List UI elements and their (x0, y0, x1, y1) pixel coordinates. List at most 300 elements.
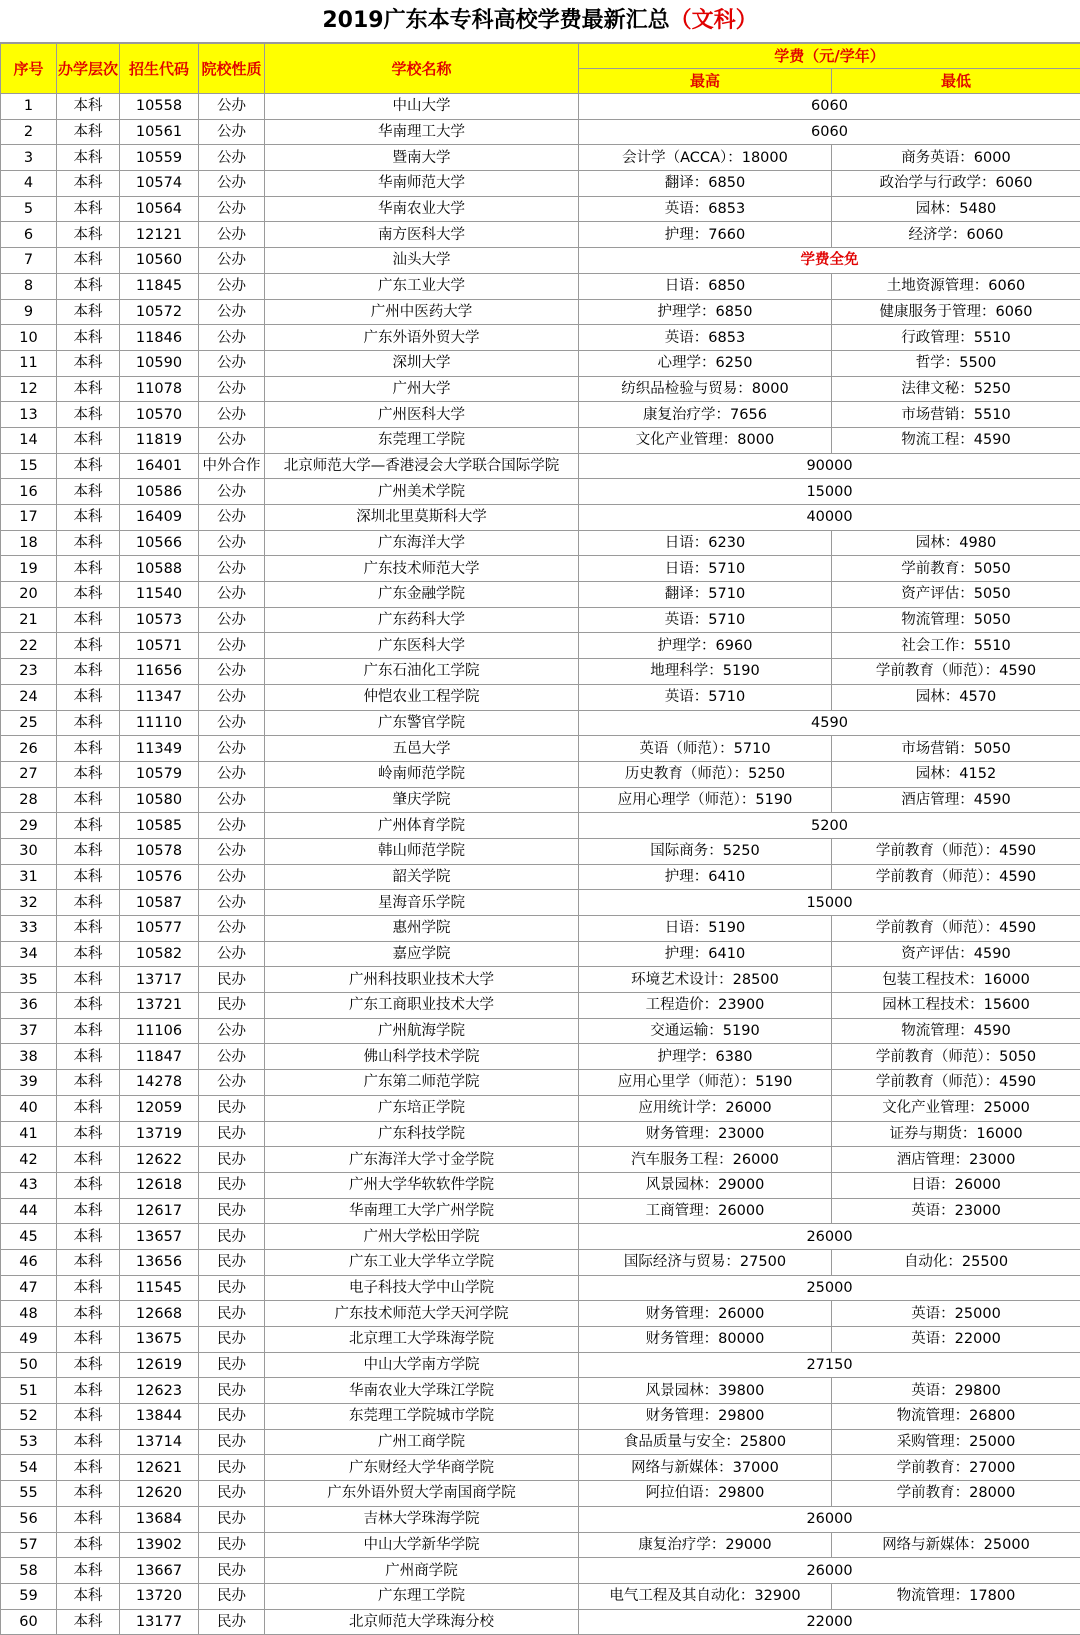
cell-level: 本科 (57, 479, 120, 505)
table-row (1, 1198, 1080, 1224)
cell-level: 本科 (57, 1275, 120, 1301)
table-row (1, 376, 1080, 402)
cell-seq: 42 (1, 1147, 57, 1173)
cell-nature: 民办 (199, 1224, 265, 1250)
cell-nature: 民办 (199, 993, 265, 1019)
cell-code: 10590 (120, 350, 199, 376)
cell-fee-low: 英语：25000 (832, 1301, 1080, 1327)
cell-fee-low: 园林：4980 (832, 530, 1080, 556)
cell-fee-uniform: 15000 (579, 890, 1080, 916)
cell-fee-high: 英语：6853 (579, 325, 832, 351)
cell-seq: 50 (1, 1352, 57, 1378)
cell-code: 10560 (120, 248, 199, 274)
cell-fee-low: 英语：22000 (832, 1327, 1080, 1353)
cell-school-name: 广东药科大学 (265, 607, 579, 633)
cell-school-name: 华南师范大学 (265, 171, 579, 197)
cell-code: 10573 (120, 607, 199, 633)
cell-fee-high: 网络与新媒体：37000 (579, 1455, 832, 1481)
table-row (1, 838, 1080, 864)
table-row (1, 479, 1080, 505)
cell-code: 11540 (120, 582, 199, 608)
cell-school-name: 广州大学 (265, 376, 579, 402)
cell-fee-low: 物流管理：5050 (832, 607, 1080, 633)
cell-level: 本科 (57, 633, 120, 659)
cell-level: 本科 (57, 1378, 120, 1404)
cell-seq: 28 (1, 787, 57, 813)
cell-school-name: 嘉应学院 (265, 941, 579, 967)
table-row (1, 1352, 1080, 1378)
cell-seq: 21 (1, 607, 57, 633)
cell-nature: 公办 (199, 556, 265, 582)
cell-level: 本科 (57, 1095, 120, 1121)
cell-school-name: 广东培正学院 (265, 1095, 579, 1121)
cell-nature: 公办 (199, 736, 265, 762)
table-row (1, 248, 1080, 274)
cell-seq: 23 (1, 659, 57, 685)
cell-seq: 27 (1, 761, 57, 787)
cell-code: 10559 (120, 145, 199, 171)
table-row (1, 1224, 1080, 1250)
table-row (1, 273, 1080, 299)
cell-school-name: 华南理工大学广州学院 (265, 1198, 579, 1224)
cell-fee-uniform: 6060 (579, 119, 1080, 145)
cell-fee-high: 环境艺术设计：28500 (579, 967, 832, 993)
cell-level: 本科 (57, 1121, 120, 1147)
title-main: 2019广东本专科高校学费最新汇总 (322, 8, 669, 33)
cell-fee-high: 翻译：5710 (579, 582, 832, 608)
cell-fee-high: 英语：5710 (579, 684, 832, 710)
cell-nature: 公办 (199, 119, 265, 145)
cell-fee-high: 心理学：6250 (579, 350, 832, 376)
table-row (1, 1481, 1080, 1507)
cell-fee-high: 日语：6850 (579, 273, 832, 299)
cell-level: 本科 (57, 196, 120, 222)
cell-nature: 民办 (199, 1095, 265, 1121)
cell-code: 14278 (120, 1070, 199, 1096)
cell-nature: 公办 (199, 916, 265, 942)
cell-code: 13684 (120, 1506, 199, 1532)
cell-seq: 10 (1, 325, 57, 351)
cell-level: 本科 (57, 838, 120, 864)
cell-school-name: 广州大学华软软件学院 (265, 1172, 579, 1198)
cell-level: 本科 (57, 941, 120, 967)
cell-code: 10571 (120, 633, 199, 659)
cell-level: 本科 (57, 1455, 120, 1481)
cell-seq: 3 (1, 145, 57, 171)
title-suffix: （文科） (670, 8, 758, 33)
table-row (1, 453, 1080, 479)
cell-fee-low: 法律文秘：5250 (832, 376, 1080, 402)
cell-fee-high: 护理：6410 (579, 864, 832, 890)
cell-nature: 民办 (199, 1532, 265, 1558)
cell-fee-low: 市场营销：5050 (832, 736, 1080, 762)
cell-level: 本科 (57, 813, 120, 839)
cell-code: 11545 (120, 1275, 199, 1301)
cell-level: 本科 (57, 607, 120, 633)
cell-fee-low: 学前教育：27000 (832, 1455, 1080, 1481)
cell-fee-low: 哲学：5500 (832, 350, 1080, 376)
cell-seq: 24 (1, 684, 57, 710)
cell-fee-low: 行政管理：5510 (832, 325, 1080, 351)
cell-nature: 公办 (199, 1070, 265, 1096)
cell-nature: 公办 (199, 248, 265, 274)
cell-fee-uniform: 40000 (579, 505, 1080, 531)
table-row (1, 1404, 1080, 1430)
cell-fee-high: 阿拉伯语：29800 (579, 1481, 832, 1507)
cell-code: 13717 (120, 967, 199, 993)
cell-level: 本科 (57, 1018, 120, 1044)
cell-seq: 6 (1, 222, 57, 248)
cell-seq: 1 (1, 94, 57, 120)
cell-level: 本科 (57, 1224, 120, 1250)
cell-seq: 54 (1, 1455, 57, 1481)
cell-seq: 13 (1, 402, 57, 428)
cell-nature: 公办 (199, 787, 265, 813)
table-row (1, 427, 1080, 453)
cell-school-name: 广东财经大学华商学院 (265, 1455, 579, 1481)
cell-fee-low: 文化产业管理：25000 (832, 1095, 1080, 1121)
table-row (1, 993, 1080, 1019)
cell-fee-low: 学前教育：5050 (832, 556, 1080, 582)
cell-school-name: 广州大学松田学院 (265, 1224, 579, 1250)
table-row (1, 1327, 1080, 1353)
cell-school-name: 广州医科大学 (265, 402, 579, 428)
cell-nature: 公办 (199, 222, 265, 248)
cell-code: 10578 (120, 838, 199, 864)
cell-code: 12059 (120, 1095, 199, 1121)
table-row (1, 582, 1080, 608)
cell-nature: 民办 (199, 1352, 265, 1378)
cell-nature: 民办 (199, 1301, 265, 1327)
cell-level: 本科 (57, 1532, 120, 1558)
cell-school-name: 北京师范大学—香港浸会大学联合国际学院 (265, 453, 579, 479)
cell-school-name: 岭南师范学院 (265, 761, 579, 787)
table-row (1, 1121, 1080, 1147)
cell-fee-low: 市场营销：5510 (832, 402, 1080, 428)
cell-fee-high: 护理学：6380 (579, 1044, 832, 1070)
cell-nature: 公办 (199, 505, 265, 531)
cell-nature: 民办 (199, 1275, 265, 1301)
cell-nature: 民办 (199, 1327, 265, 1353)
cell-level: 本科 (57, 94, 120, 120)
cell-seq: 20 (1, 582, 57, 608)
cell-seq: 55 (1, 1481, 57, 1507)
cell-nature: 中外合作 (199, 453, 265, 479)
cell-code: 10566 (120, 530, 199, 556)
cell-seq: 45 (1, 1224, 57, 1250)
cell-fee-high: 康复治疗学：7656 (579, 402, 832, 428)
cell-seq: 35 (1, 967, 57, 993)
cell-code: 11110 (120, 710, 199, 736)
cell-nature: 公办 (199, 941, 265, 967)
cell-code: 13719 (120, 1121, 199, 1147)
cell-seq: 18 (1, 530, 57, 556)
cell-seq: 56 (1, 1506, 57, 1532)
cell-school-name: 中山大学南方学院 (265, 1352, 579, 1378)
table-row (1, 402, 1080, 428)
cell-seq: 16 (1, 479, 57, 505)
cell-nature: 公办 (199, 350, 265, 376)
cell-code: 11846 (120, 325, 199, 351)
cell-fee-low: 资产评估：4590 (832, 941, 1080, 967)
cell-nature: 公办 (199, 94, 265, 120)
cell-seq: 36 (1, 993, 57, 1019)
cell-fee-high: 日语：5190 (579, 916, 832, 942)
cell-fee-free: 学费全免 (579, 248, 1080, 274)
cell-level: 本科 (57, 993, 120, 1019)
cell-nature: 公办 (199, 479, 265, 505)
table-row (1, 607, 1080, 633)
table-row (1, 1044, 1080, 1070)
cell-school-name: 广东警官学院 (265, 710, 579, 736)
cell-level: 本科 (57, 1172, 120, 1198)
cell-code: 10572 (120, 299, 199, 325)
cell-level: 本科 (57, 1070, 120, 1096)
cell-level: 本科 (57, 864, 120, 890)
sheet-title (0, 0, 1080, 43)
cell-code: 12622 (120, 1147, 199, 1173)
cell-seq: 4 (1, 171, 57, 197)
cell-code: 11656 (120, 659, 199, 685)
cell-code: 12121 (120, 222, 199, 248)
cell-fee-low: 物流工程：4590 (832, 427, 1080, 453)
cell-school-name: 东莞理工学院城市学院 (265, 1404, 579, 1430)
cell-seq: 29 (1, 813, 57, 839)
cell-nature: 公办 (199, 376, 265, 402)
cell-school-name: 广东外语外贸大学 (265, 325, 579, 351)
cell-seq: 7 (1, 248, 57, 274)
cell-nature: 公办 (199, 838, 265, 864)
cell-school-name: 广州中医药大学 (265, 299, 579, 325)
cell-fee-high: 翻译：6850 (579, 171, 832, 197)
cell-code: 12617 (120, 1198, 199, 1224)
cell-fee-high: 文化产业管理：8000 (579, 427, 832, 453)
cell-level: 本科 (57, 1198, 120, 1224)
cell-nature: 民办 (199, 1609, 265, 1635)
cell-nature: 民办 (199, 967, 265, 993)
cell-level: 本科 (57, 684, 120, 710)
cell-school-name: 广东第二师范学院 (265, 1070, 579, 1096)
cell-level: 本科 (57, 659, 120, 685)
cell-code: 13177 (120, 1609, 199, 1635)
cell-school-name: 广州美术学院 (265, 479, 579, 505)
cell-code: 12618 (120, 1172, 199, 1198)
cell-fee-low: 物流管理：17800 (832, 1583, 1080, 1609)
table-row (1, 1532, 1080, 1558)
cell-school-name: 惠州学院 (265, 916, 579, 942)
cell-school-name: 东莞理工学院 (265, 427, 579, 453)
cell-fee-high: 康复治疗学：29000 (579, 1532, 832, 1558)
table-row (1, 864, 1080, 890)
cell-school-name: 华南农业大学 (265, 196, 579, 222)
cell-code: 12620 (120, 1481, 199, 1507)
cell-nature: 公办 (199, 864, 265, 890)
cell-fee-uniform: 90000 (579, 453, 1080, 479)
cell-level: 本科 (57, 1506, 120, 1532)
cell-level: 本科 (57, 273, 120, 299)
cell-school-name: 五邑大学 (265, 736, 579, 762)
cell-school-name: 广东海洋大学 (265, 530, 579, 556)
cell-fee-low: 包装工程技术：16000 (832, 967, 1080, 993)
cell-seq: 32 (1, 890, 57, 916)
table-row (1, 171, 1080, 197)
cell-fee-high: 护理学：6850 (579, 299, 832, 325)
cell-seq: 52 (1, 1404, 57, 1430)
cell-level: 本科 (57, 1249, 120, 1275)
header-code: 招生代码 (120, 44, 199, 94)
table-row (1, 787, 1080, 813)
cell-level: 本科 (57, 427, 120, 453)
cell-fee-uniform: 6060 (579, 94, 1080, 120)
cell-fee-high: 英语（师范）：5710 (579, 736, 832, 762)
cell-code: 10564 (120, 196, 199, 222)
cell-fee-low: 酒店管理：23000 (832, 1147, 1080, 1173)
cell-fee-low: 学前教育（师范）：4590 (832, 864, 1080, 890)
cell-school-name: 汕头大学 (265, 248, 579, 274)
cell-school-name: 广东科技学院 (265, 1121, 579, 1147)
cell-level: 本科 (57, 967, 120, 993)
cell-level: 本科 (57, 1044, 120, 1070)
cell-seq: 51 (1, 1378, 57, 1404)
cell-fee-high: 国际经济与贸易：27500 (579, 1249, 832, 1275)
cell-fee-uniform: 26000 (579, 1506, 1080, 1532)
cell-school-name: 广东金融学院 (265, 582, 579, 608)
cell-fee-high: 财务管理：23000 (579, 1121, 832, 1147)
table-body (1, 94, 1080, 1635)
cell-level: 本科 (57, 761, 120, 787)
cell-code: 10586 (120, 479, 199, 505)
cell-seq: 49 (1, 1327, 57, 1353)
table-row (1, 1429, 1080, 1455)
cell-code: 12623 (120, 1378, 199, 1404)
cell-level: 本科 (57, 248, 120, 274)
cell-code: 10579 (120, 761, 199, 787)
cell-fee-low: 园林：5480 (832, 196, 1080, 222)
cell-code: 10580 (120, 787, 199, 813)
cell-code: 10570 (120, 402, 199, 428)
cell-fee-low: 园林工程技术：15600 (832, 993, 1080, 1019)
cell-fee-high: 英语：6853 (579, 196, 832, 222)
cell-fee-low: 自动化：25500 (832, 1249, 1080, 1275)
cell-nature: 民办 (199, 1481, 265, 1507)
cell-code: 10561 (120, 119, 199, 145)
cell-seq: 34 (1, 941, 57, 967)
cell-fee-high: 工程造价：23900 (579, 993, 832, 1019)
cell-fee-low: 园林：4152 (832, 761, 1080, 787)
cell-fee-low: 学前教育：28000 (832, 1481, 1080, 1507)
cell-nature: 公办 (199, 582, 265, 608)
cell-nature: 民办 (199, 1378, 265, 1404)
cell-seq: 43 (1, 1172, 57, 1198)
cell-nature: 公办 (199, 813, 265, 839)
header-nature: 院校性质 (199, 44, 265, 94)
header-level: 办学层次 (57, 44, 120, 94)
cell-fee-high: 纺织品检验与贸易：8000 (579, 376, 832, 402)
cell-school-name: 广州航海学院 (265, 1018, 579, 1044)
table-row (1, 1070, 1080, 1096)
cell-fee-low: 社会工作：5510 (832, 633, 1080, 659)
cell-fee-high: 财务管理：80000 (579, 1327, 832, 1353)
cell-school-name: 华南理工大学 (265, 119, 579, 145)
cell-nature: 民办 (199, 1455, 265, 1481)
cell-fee-high: 财务管理：29800 (579, 1404, 832, 1430)
cell-fee-low: 经济学：6060 (832, 222, 1080, 248)
cell-fee-high: 财务管理：26000 (579, 1301, 832, 1327)
table-row (1, 145, 1080, 171)
table-row (1, 633, 1080, 659)
cell-fee-low: 英语：29800 (832, 1378, 1080, 1404)
cell-nature: 民办 (199, 1121, 265, 1147)
table-row (1, 1455, 1080, 1481)
cell-school-name: 肇庆学院 (265, 787, 579, 813)
cell-fee-high: 历史教育（师范）：5250 (579, 761, 832, 787)
cell-fee-low: 物流管理：4590 (832, 1018, 1080, 1044)
cell-seq: 17 (1, 505, 57, 531)
cell-level: 本科 (57, 916, 120, 942)
cell-school-name: 佛山科学技术学院 (265, 1044, 579, 1070)
cell-level: 本科 (57, 1352, 120, 1378)
header-high: 最高 (579, 69, 832, 94)
cell-school-name: 广东理工学院 (265, 1583, 579, 1609)
cell-school-name: 广州工商学院 (265, 1429, 579, 1455)
cell-school-name: 韩山师范学院 (265, 838, 579, 864)
cell-seq: 53 (1, 1429, 57, 1455)
cell-level: 本科 (57, 119, 120, 145)
cell-seq: 58 (1, 1558, 57, 1584)
cell-code: 11847 (120, 1044, 199, 1070)
cell-school-name: 电子科技大学中山学院 (265, 1275, 579, 1301)
cell-level: 本科 (57, 1583, 120, 1609)
cell-level: 本科 (57, 1301, 120, 1327)
cell-fee-uniform: 5200 (579, 813, 1080, 839)
cell-level: 本科 (57, 325, 120, 351)
cell-seq: 19 (1, 556, 57, 582)
table-row (1, 967, 1080, 993)
cell-fee-high: 电气工程及其自动化：32900 (579, 1583, 832, 1609)
cell-code: 11347 (120, 684, 199, 710)
cell-code: 12619 (120, 1352, 199, 1378)
cell-level: 本科 (57, 890, 120, 916)
cell-fee-low: 学前教育（师范）：4590 (832, 659, 1080, 685)
cell-fee-low: 学前教育（师范）：5050 (832, 1044, 1080, 1070)
cell-code: 11106 (120, 1018, 199, 1044)
cell-nature: 民办 (199, 1558, 265, 1584)
cell-fee-uniform: 4590 (579, 710, 1080, 736)
cell-code: 10582 (120, 941, 199, 967)
cell-code: 13656 (120, 1249, 199, 1275)
cell-fee-high: 会计学（ACCA）：18000 (579, 145, 832, 171)
cell-seq: 14 (1, 427, 57, 453)
cell-level: 本科 (57, 1327, 120, 1353)
table-row (1, 941, 1080, 967)
cell-code: 10585 (120, 813, 199, 839)
cell-school-name: 广东外语外贸大学南国商学院 (265, 1481, 579, 1507)
cell-fee-high: 汽车服务工程：26000 (579, 1147, 832, 1173)
cell-fee-low: 酒店管理：4590 (832, 787, 1080, 813)
header-low: 最低 (832, 69, 1080, 94)
cell-fee-high: 风景园林：39800 (579, 1378, 832, 1404)
cell-school-name: 中山大学新华学院 (265, 1532, 579, 1558)
table-row (1, 325, 1080, 351)
cell-fee-uniform: 15000 (579, 479, 1080, 505)
cell-code: 16409 (120, 505, 199, 531)
cell-level: 本科 (57, 171, 120, 197)
fee-table (0, 43, 1080, 1635)
cell-nature: 公办 (199, 684, 265, 710)
table-row (1, 710, 1080, 736)
cell-level: 本科 (57, 505, 120, 531)
cell-fee-low: 英语：23000 (832, 1198, 1080, 1224)
